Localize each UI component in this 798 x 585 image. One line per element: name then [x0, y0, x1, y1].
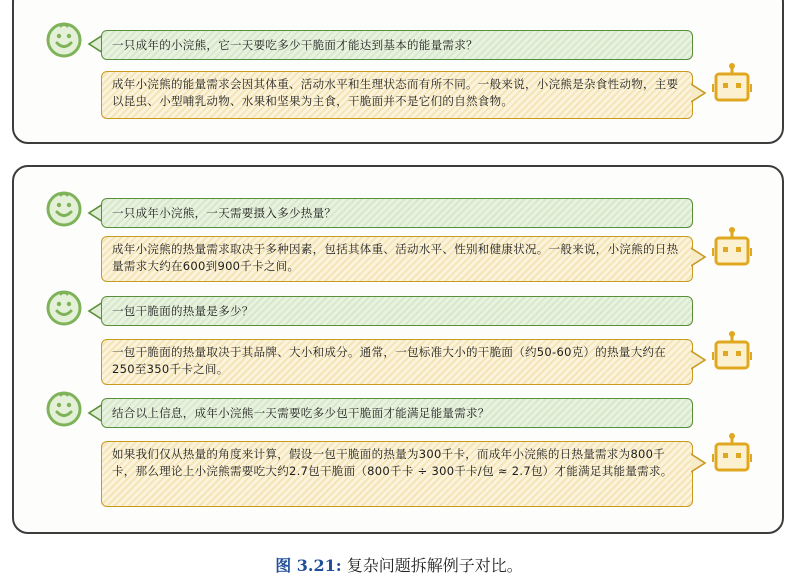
- question-bubble: [101, 30, 693, 60]
- smiley-face-icon: [44, 189, 84, 229]
- robot-head-icon: [712, 226, 752, 270]
- robot-head-icon: [712, 330, 752, 374]
- answer-bubble-tail: [691, 246, 707, 268]
- answer-text: 如果我们仅从热量的角度来计算，假设一包干脆面的热量为300千卡，而成年小浣熊的日热量需求为800千卡，那么理论上小浣熊需要吃大约2.7包干脆面（800千卡 ÷ 300千卡/包 ≈ 2.7包）才能满足其能量需求。: [112, 447, 673, 478]
- answer-text: 一包干脆面的热量取决于其品牌、大小和成分。通常，一包标准大小的干脆面（约50-60克）的热量大约在250至350千卡之间。: [112, 345, 667, 376]
- smiley-face-icon: [44, 288, 84, 328]
- answer-bubble: [101, 441, 693, 507]
- answer-bubble: [101, 339, 693, 385]
- question-text: 结合以上信息，成年小浣熊一天需要吃多少包干脆面才能满足能量需求？: [112, 405, 490, 420]
- answer-text: 成年小浣熊的热量需求取决于多种因素，包括其体重、活动水平、性别和健康状况。一般来说，小浣熊的日热量需求大约在600到900千卡之间。: [112, 242, 679, 273]
- question-bubble: [101, 296, 693, 326]
- caption-text: 复杂问题拆解例子对比。: [341, 556, 523, 575]
- answer-text: 成年小浣熊的能量需求会因其体重、活动水平和生理状态而有所不同。一般来说，小浣熊是杂食性动物，主要以昆虫、小型哺乳动物、水果和坚果为主食，干脆面并不是它们的自然食物。: [112, 77, 679, 108]
- robot-head-icon: [712, 432, 752, 476]
- robot-head-icon: [712, 62, 752, 106]
- smiley-face-icon: [44, 389, 84, 429]
- answer-bubble-tail: [691, 452, 707, 474]
- question-bubble: [101, 398, 693, 428]
- answer-bubble: [101, 236, 693, 282]
- answer-bubble-tail: [691, 349, 707, 371]
- answer-bubble: [101, 71, 693, 119]
- question-text: 一只成年小浣熊，一天需要摄入多少热量？: [112, 205, 337, 220]
- question-bubble: [101, 198, 693, 228]
- figure-caption: [0, 553, 798, 576]
- question-text: 一包干脆面的热量是多少？: [112, 303, 254, 318]
- figure-label: 图 3.21:: [275, 556, 342, 575]
- question-text: 一只成年的小浣熊，它一天要吃多少干脆面才能达到基本的能量需求？: [112, 37, 478, 52]
- smiley-face-icon: [44, 20, 84, 60]
- answer-bubble-tail: [691, 82, 707, 104]
